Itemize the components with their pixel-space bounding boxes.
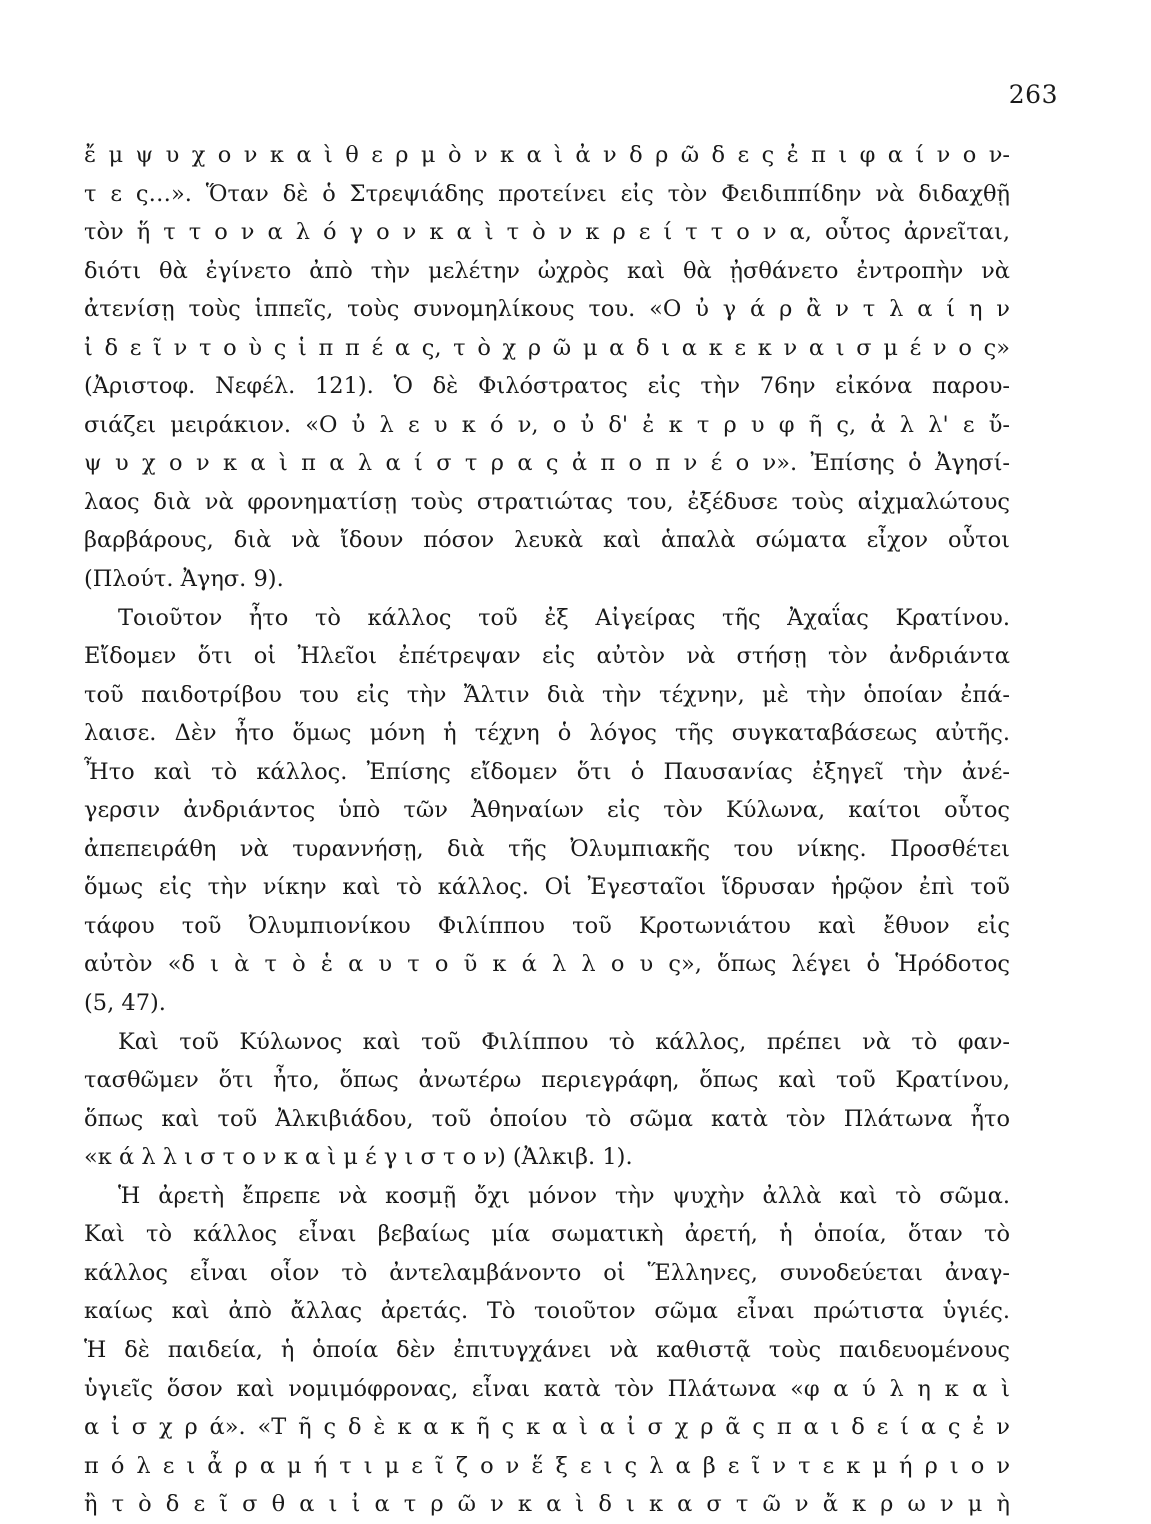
text-line: τοῦ παιδοτρίβου του εἰς τὴν Ἄλτιν διὰ τὴν τέχνην, μὲ τὴν ὁποίαν ἐπά-	[84, 681, 1010, 708]
text-line: τὸν ἥ τ τ ο ν α λ ό γ ο ν κ α ὶ τ ὸ ν κ ρ ε ί τ τ ο ν α, οὗτος ἀρνεῖται,	[84, 219, 1010, 246]
text-line: λαος διὰ νὰ φρονηματίσῃ τοὺς στρατιώτας του, ἐξέδυσε τοὺς αἰχμαλώτους	[84, 488, 1010, 515]
text-line: τ ε ς…». Ὅταν δὲ ὁ Στρεψιάδης προτείνει εἰς τὸν Φειδιππίδην νὰ διδαχθῇ	[84, 180, 1010, 207]
text-line: Καὶ τοῦ Κύλωνος καὶ τοῦ Φιλίππου τὸ κάλλος, πρέπει νὰ τὸ φαν-	[118, 1028, 1010, 1055]
text-line: ἀτενίσῃ τοὺς ἱππεῖς, τοὺς συνομηλίκους του. «Ο ὐ γ ά ρ ἂ ν τ λ α ί η ν	[84, 296, 1010, 323]
text-line: τάφου τοῦ Ὀλυμπιονίκου Φιλίππου τοῦ Κροτωνιάτου καὶ ἔθυον εἰς	[84, 912, 1010, 939]
text-line: γερσιν ἀνδριάντος ὑπὸ τῶν Ἀθηναίων εἰς τὸν Κύλωνα, καίτοι οὗτος	[84, 797, 1010, 824]
text-line: Καὶ τὸ κάλλος εἶναι βεβαίως μία σωματικὴ ἀρετή, ἡ ὁποία, ὅταν τὸ	[84, 1221, 1010, 1248]
text-line: καίως καὶ ἀπὸ ἄλλας ἀρετάς. Τὸ τοιοῦτον σῶμα εἶναι πρώτιστα ὑγιές.	[84, 1298, 1010, 1325]
text-line: π ό λ ε ι ἆ ρ α μ ή τ ι μ ε ῖ ζ ο ν ἕ ξ ε ι ς λ α β ε ῖ ν τ ε κ μ ή ρ ι ο ν	[84, 1452, 1010, 1479]
text-line: τασθῶμεν ὅτι ἦτο, ὅπως ἀνωτέρω περιεγράφη, ὅπως καὶ τοῦ Κρατίνου,	[84, 1067, 1010, 1094]
body-text	[84, 136, 1010, 1524]
text-line: ὑγιεῖς ὅσον καὶ νομιμόφρονας, εἶναι κατὰ τὸν Πλάτωνα «φ α ύ λ η κ α ὶ	[84, 1375, 1010, 1402]
text-line: αὐτὸν «δ ι ὰ τ ὸ ἑ α υ τ ο ῦ κ ά λ λ ο υ ς», ὅπως λέγει ὁ Ἡρόδοτος	[84, 951, 1010, 978]
text-line: ὅμως εἰς τὴν νίκην καὶ τὸ κάλλος. Οἱ Ἐγεσταῖοι ἵδρυσαν ἡρῷον ἐπὶ τοῦ	[84, 874, 1010, 901]
text-line: ἔ μ ψ υ χ ο ν κ α ὶ θ ε ρ μ ὸ ν κ α ὶ ἀ ν δ ρ ῶ δ ε ς ἐ π ι φ α ί ν ο ν-	[84, 142, 1010, 168]
text-line: ἢ τ ὸ δ ε ῖ σ θ α ι ἰ α τ ρ ῶ ν κ α ὶ δ ι κ α σ τ ῶ ν ἄ κ ρ ω ν μ ὴ	[84, 1491, 1010, 1518]
text-line: διότι θὰ ἐγίνετο ἀπὸ τὴν μελέτην ὠχρὸς καὶ θὰ ᾐσθάνετο ἐντροπὴν νὰ	[84, 257, 1010, 284]
text-line: ἀπεπειράθη νὰ τυραννήσῃ, διὰ τῆς Ὀλυμπιακῆς του νίκης. Προσθέτει	[84, 835, 1010, 862]
text-line: (5, 47).	[84, 990, 166, 1017]
text-line: (Πλούτ. Ἀγησ. 9).	[84, 566, 284, 593]
page-number: 263	[1008, 80, 1058, 109]
text-line: «κ ά λ λ ι σ τ ο ν κ α ὶ μ έ γ ι σ τ ο ν) (Ἀλκιβ. 1).	[84, 1144, 633, 1171]
text-line: λαισε. Δὲν ἦτο ὅμως μόνη ἡ τέχνη ὁ λόγος τῆς συγκαταβάσεως αὐτῆς.	[84, 720, 1010, 747]
text-line: ὅπως καὶ τοῦ Ἀλκιβιάδου, τοῦ ὁποίου τὸ σῶμα κατὰ τὸν Πλάτωνα ἦτο	[84, 1105, 1010, 1132]
text-line: α ἰ σ χ ρ ά». «Τ ῆ ς δ ὲ κ α κ ῆ ς κ α ὶ α ἰ σ χ ρ ᾶ ς π α ι δ ε ί α ς ἐ ν	[84, 1414, 1010, 1441]
text-line: ψ υ χ ο ν κ α ὶ π α λ α ί σ τ ρ α ς ἀ π ο π ν έ ο ν». Ἐπίσης ὁ Ἀγησί-	[84, 450, 1010, 477]
text-line: βαρβάρους, διὰ νὰ ἴδουν πόσον λευκὰ καὶ ἁπαλὰ σώματα εἶχον οὗτοι	[84, 527, 1010, 554]
text-line: Εἴδομεν ὅτι οἱ Ἠλεῖοι ἐπέτρεψαν εἰς αὐτὸν νὰ στήσῃ τὸν ἀνδριάντα	[84, 643, 1010, 670]
text-line: Ἡ δὲ παιδεία, ἡ ὁποία δὲν ἐπιτυγχάνει νὰ καθιστᾷ τοὺς παιδευομένους	[84, 1336, 1010, 1363]
text-line: κάλλος εἶναι οἷον τὸ ἀντελαμβάνοντο οἱ Ἕλληνες, συνοδεύεται ἀναγ-	[84, 1259, 1010, 1286]
text-line: Τοιοῦτον ἦτο τὸ κάλλος τοῦ ἐξ Αἰγείρας τῆς Ἀχαΐας Κρατίνου.	[118, 604, 1010, 631]
text-line: Ἦτο καὶ τὸ κάλλος. Ἐπίσης εἴδομεν ὅτι ὁ Παυσανίας ἐξηγεῖ τὴν ἀνέ-	[84, 758, 1010, 785]
text-line: Ἡ ἀρετὴ ἔπρεπε νὰ κοσμῇ ὄχι μόνον τὴν ψυχὴν ἀλλὰ καὶ τὸ σῶμα.	[118, 1182, 1010, 1209]
text-line: σιάζει μειράκιον. «Ο ὐ λ ε υ κ ό ν, ο ὐ δ' ἐ κ τ ρ υ φ ῆ ς, ἀ λ λ' ε ὔ-	[84, 411, 1010, 438]
text-line: (Ἀριστοφ. Νεφέλ. 121). Ὁ δὲ Φιλόστρατος εἰς τὴν 76ην εἰκόνα παρου-	[84, 373, 1010, 400]
text-line: ἰ δ ε ῖ ν τ ο ὺ ς ἱ π π έ α ς, τ ὸ χ ρ ῶ μ α δ ι α κ ε κ ν α ι σ μ έ ν ο ς»	[84, 334, 1010, 361]
